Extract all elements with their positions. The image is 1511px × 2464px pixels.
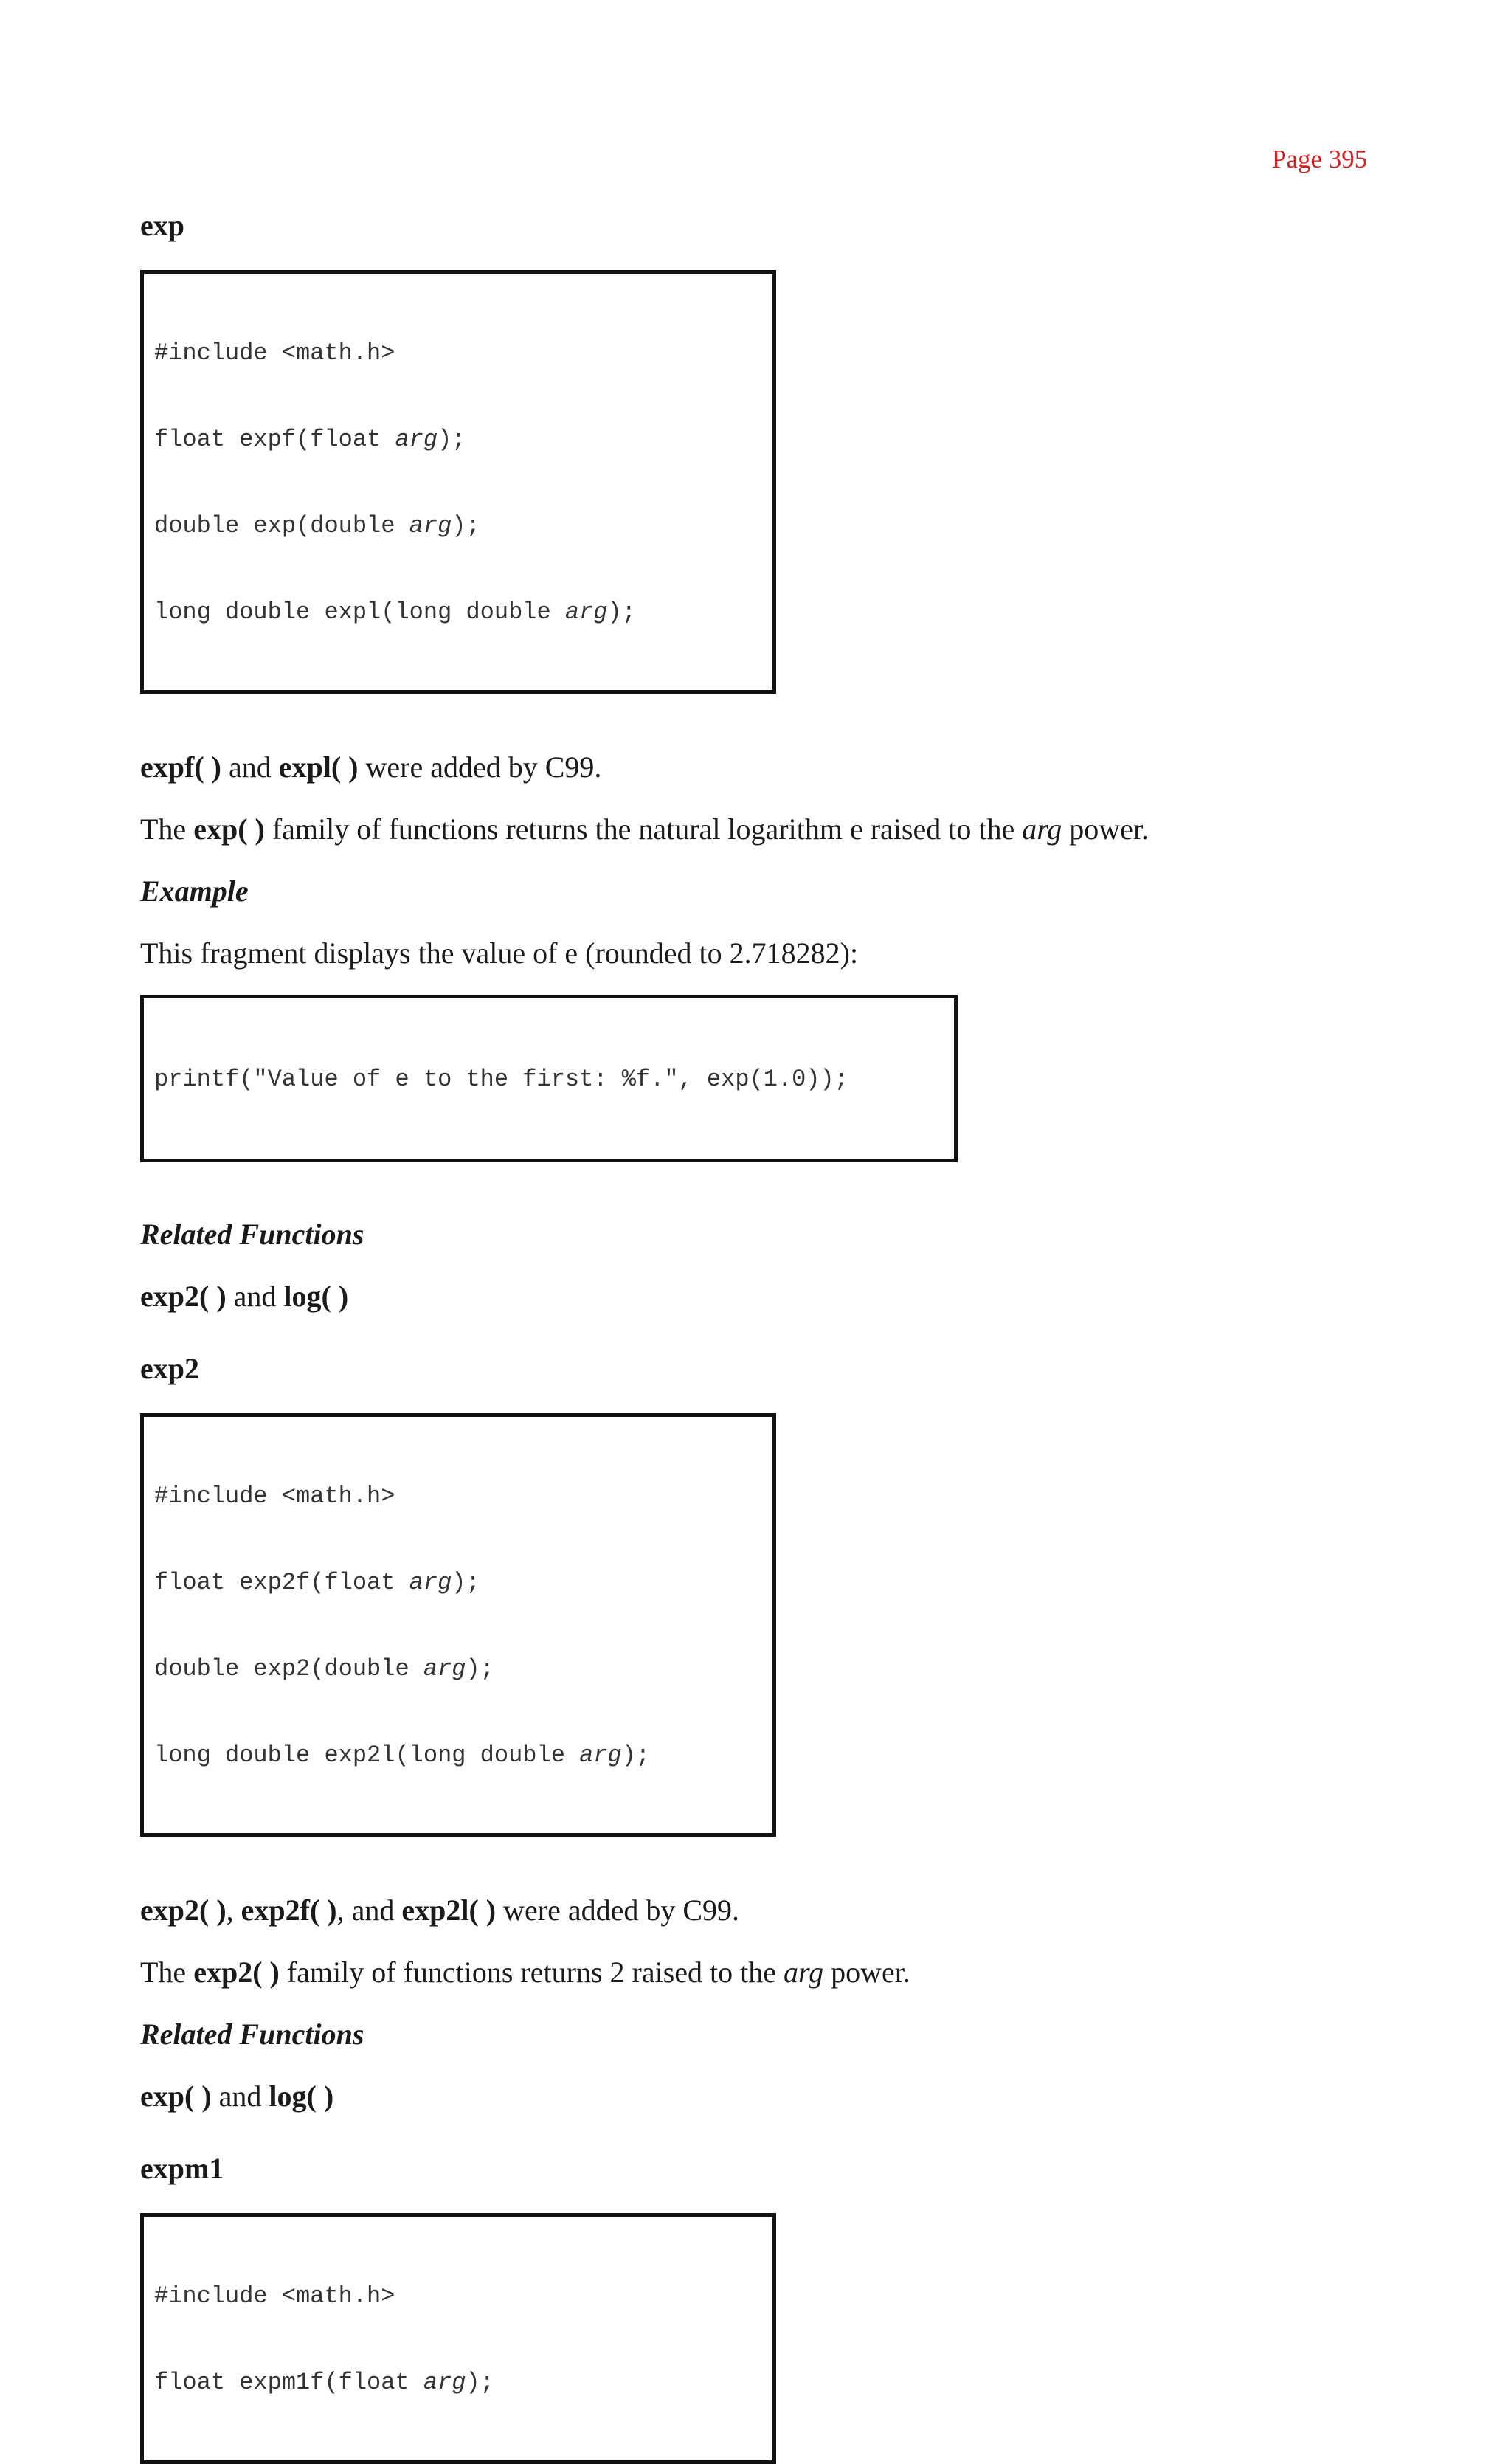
- fn-name: exp( ): [193, 812, 265, 846]
- text: and: [221, 750, 279, 784]
- code-arg: arg: [564, 598, 608, 626]
- code-text: );: [452, 1569, 480, 1596]
- related-heading-exp: Related Functions: [140, 1218, 364, 1251]
- fn-name: expf( ): [140, 750, 221, 784]
- section-title-exp: exp: [140, 209, 184, 242]
- text: and: [211, 2080, 269, 2113]
- code-text: double exp(double: [154, 512, 409, 539]
- code-text: );: [607, 598, 636, 626]
- code-text: float exp2f(float: [154, 1569, 409, 1596]
- page-number: Page 395: [1272, 145, 1368, 173]
- related-functions-exp2: [140, 2076, 1380, 2117]
- fn-name: exp2l( ): [401, 1894, 497, 1927]
- text: and: [226, 1280, 284, 1313]
- code-text: double exp2(double: [154, 1655, 423, 1683]
- description-exp: [140, 809, 1380, 850]
- section-title-expm1: expm1: [140, 2152, 224, 2185]
- code-text: );: [466, 2369, 494, 2396]
- fn-name: exp2( ): [140, 1280, 227, 1313]
- fn-name: exp2( ): [193, 1956, 280, 1989]
- code-line: [154, 2368, 762, 2397]
- code-line: #include <math.h>: [154, 339, 395, 367]
- fn-name: exp2f( ): [241, 1894, 337, 1927]
- code-text: );: [452, 512, 480, 539]
- code-text: );: [466, 1655, 494, 1683]
- text: family of functions returns the natural logarithm e raised to the: [264, 812, 1023, 846]
- code-text: );: [621, 1742, 651, 1769]
- code-line: [154, 598, 762, 627]
- fn-name: exp( ): [140, 2080, 212, 2113]
- code-arg: arg: [579, 1742, 622, 1769]
- text: family of functions returns 2 raised to the: [279, 1956, 784, 1989]
- related-heading-exp2: Related Functions: [140, 2018, 364, 2051]
- code-text: long double exp2l(long double: [154, 1742, 580, 1769]
- added-note-exp2: [140, 1890, 1380, 1931]
- text: were added by C99.: [358, 750, 602, 784]
- example-heading: Example: [140, 874, 249, 908]
- code-line: [154, 1741, 762, 1770]
- code-line: [154, 511, 762, 540]
- code-line: #include <math.h>: [154, 1483, 395, 1510]
- text: power.: [823, 1956, 910, 1989]
- code-block-expm1-prototypes: [140, 2213, 776, 2464]
- code-arg: arg: [409, 1569, 452, 1596]
- code-arg: arg: [395, 426, 438, 453]
- code-block-example: [140, 995, 958, 1162]
- text: were added by C99.: [496, 1894, 740, 1927]
- added-note-exp: [140, 747, 1380, 788]
- code-arg: arg: [423, 2369, 466, 2396]
- code-line: [154, 1568, 762, 1597]
- fn-name: log( ): [283, 1280, 349, 1313]
- code-arg: arg: [409, 512, 452, 539]
- related-functions-exp: [140, 1276, 1380, 1317]
- text: , and: [336, 1894, 402, 1927]
- page-content: [140, 205, 1380, 2464]
- code-text: float expm1f(float: [154, 2369, 423, 2396]
- code-block-exp2-prototypes: [140, 1413, 776, 1837]
- code-line: [154, 425, 762, 454]
- text: power.: [1062, 812, 1149, 846]
- code-line: [154, 1654, 762, 1683]
- fn-name: expl( ): [278, 750, 359, 784]
- example-text: This fragment displays the value of e (rounded to 2.718282):: [140, 936, 859, 970]
- section-title-exp2: exp2: [140, 1352, 199, 1385]
- text: The: [140, 812, 194, 846]
- code-text: long double expl(long double: [154, 598, 565, 626]
- code-text: float expf(float: [154, 426, 395, 453]
- fn-name: log( ): [269, 2080, 334, 2113]
- code-line: printf("Value of e to the first: %f.", exp(1.0));: [154, 1066, 848, 1093]
- arg-name: arg: [784, 1956, 824, 1989]
- text: ,: [226, 1894, 241, 1927]
- code-text: );: [438, 426, 466, 453]
- code-arg: arg: [423, 1655, 466, 1683]
- arg-name: arg: [1022, 812, 1062, 846]
- code-block-exp-prototypes: [140, 270, 776, 694]
- fn-name: exp2( ): [140, 1894, 227, 1927]
- code-line: #include <math.h>: [154, 2282, 395, 2310]
- description-exp2: [140, 1952, 1380, 1993]
- text: The: [140, 1956, 194, 1989]
